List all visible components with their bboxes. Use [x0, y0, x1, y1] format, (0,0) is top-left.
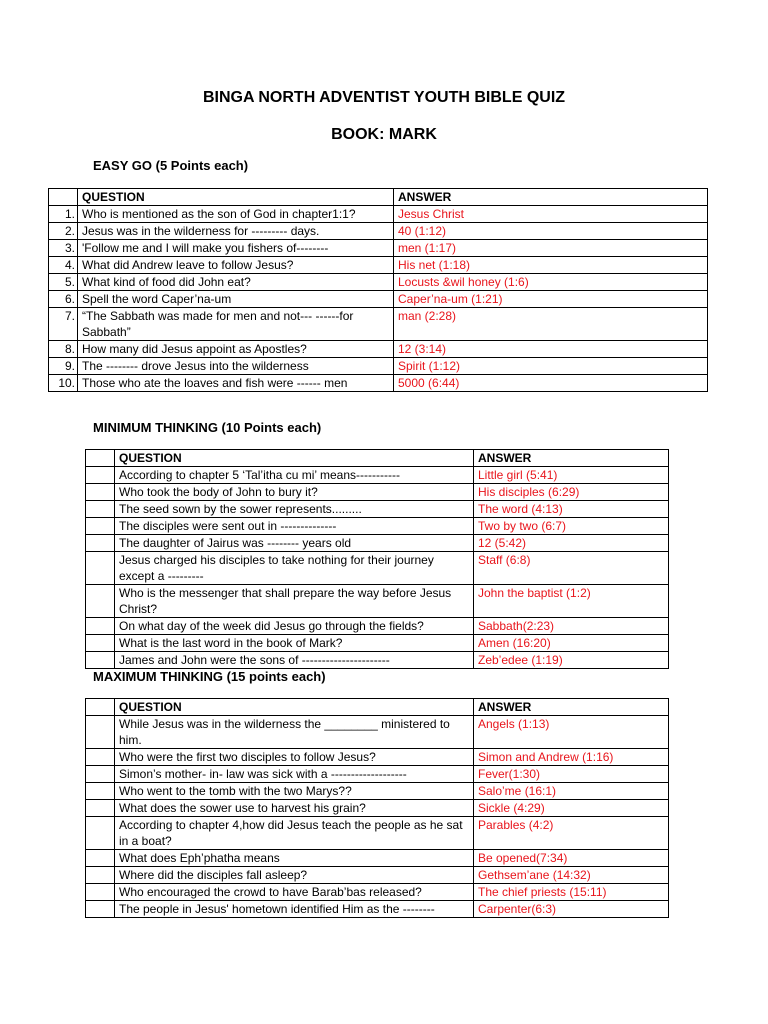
- question-number: [86, 749, 115, 766]
- question-number: [86, 652, 115, 669]
- answer-cell: Zeb’edee (1:19): [474, 652, 669, 669]
- number-header-cell: [86, 450, 115, 467]
- answer-cell: Be opened(7:34): [474, 850, 669, 867]
- question-cell: Jesus was in the wilderness for --------- days.: [78, 223, 394, 240]
- answer-cell: man (2:28): [394, 308, 708, 341]
- answer-cell: Sabbath(2:23): [474, 618, 669, 635]
- table-row: [86, 467, 669, 484]
- question-cell: What is the last word in the book of Mark?: [115, 635, 474, 652]
- answer-cell: Two by two (6:7): [474, 518, 669, 535]
- answer-cell: Salo’me (16:1): [474, 783, 669, 800]
- table-row: [49, 206, 708, 223]
- question-number: 7.: [49, 308, 78, 341]
- question-cell: “The Sabbath was made for men and not--- ------for Sabbath”: [78, 308, 394, 341]
- answer-cell: Amen (16:20): [474, 635, 669, 652]
- table-row: [86, 817, 669, 850]
- question-number: [86, 518, 115, 535]
- quiz-title: BINGA NORTH ADVENTIST YOUTH BIBLE QUIZ: [202, 89, 566, 106]
- answer-cell: Spirit (1:12): [394, 358, 708, 375]
- question-cell: On what day of the week did Jesus go through the fields?: [115, 618, 474, 635]
- question-number: [86, 635, 115, 652]
- table-row: [86, 867, 669, 884]
- question-cell: Spell the word Caper’na-um: [78, 291, 394, 308]
- question-cell: What does the sower use to harvest his grain?: [115, 800, 474, 817]
- question-number: 10.: [49, 375, 78, 392]
- question-number: [86, 817, 115, 850]
- question-cell: James and John were the sons of ----------------------: [115, 652, 474, 669]
- answer-header: ANSWER: [474, 699, 669, 716]
- question-cell: Who took the body of John to bury it?: [115, 484, 474, 501]
- question-number: [86, 800, 115, 817]
- table-row: [86, 484, 669, 501]
- question-cell: Who encouraged the crowd to have Barab’bas released?: [115, 884, 474, 901]
- question-cell: Who is the messenger that shall prepare the way before Jesus Christ?: [115, 585, 474, 618]
- section-heading-maximum: MAXIMUM THINKING (15 points each): [93, 669, 326, 684]
- table-row: [49, 375, 708, 392]
- answer-cell: 40 (1:12): [394, 223, 708, 240]
- minimum-quiz-table: [85, 449, 669, 669]
- question-number: [86, 585, 115, 618]
- question-number: [86, 501, 115, 518]
- table-row: [86, 766, 669, 783]
- table-row: [49, 358, 708, 375]
- answer-cell: Carpenter(6:3): [474, 901, 669, 918]
- table-row: [86, 652, 669, 669]
- table-row: [49, 257, 708, 274]
- question-number: [86, 884, 115, 901]
- answer-cell: 12 (3:14): [394, 341, 708, 358]
- question-number: [86, 766, 115, 783]
- maximum-quiz-table: [85, 698, 669, 918]
- answer-cell: 12 (5:42): [474, 535, 669, 552]
- answer-cell: The word (4:13): [474, 501, 669, 518]
- table-row: [86, 850, 669, 867]
- answer-header: ANSWER: [474, 450, 669, 467]
- table-row: [86, 716, 669, 749]
- table-row: [86, 884, 669, 901]
- question-number: [86, 535, 115, 552]
- question-number: 1.: [49, 206, 78, 223]
- answer-cell: Locusts &wil honey (1:6): [394, 274, 708, 291]
- question-cell: The seed sown by the sower represents.........: [115, 501, 474, 518]
- table-row: [86, 501, 669, 518]
- answer-cell: Sickle (4:29): [474, 800, 669, 817]
- table-row: [49, 274, 708, 291]
- table-row: [49, 308, 708, 341]
- question-cell: Jesus charged his disciples to take nothing for their journey except a ---------: [115, 552, 474, 585]
- question-number: [86, 783, 115, 800]
- table-row: [49, 223, 708, 240]
- answer-cell: Caper’na-um (1:21): [394, 291, 708, 308]
- question-cell: Who is mentioned as the son of God in chapter1:1?: [78, 206, 394, 223]
- answer-cell: Staff (6:8): [474, 552, 669, 585]
- question-cell: Simon’s mother- in- law was sick with a -------------------: [115, 766, 474, 783]
- question-number: [86, 484, 115, 501]
- answer-cell: Fever(1:30): [474, 766, 669, 783]
- number-header-cell: [49, 189, 78, 206]
- question-cell: The daughter of Jairus was -------- years old: [115, 535, 474, 552]
- table-row: [49, 341, 708, 358]
- question-cell: What does Eph’phatha means: [115, 850, 474, 867]
- section-heading-easy: EASY GO (5 Points each): [93, 158, 249, 173]
- answer-cell: 5000 (6:44): [394, 375, 708, 392]
- table-row: [49, 240, 708, 257]
- question-number: [86, 901, 115, 918]
- answer-cell: The chief priests (15:11): [474, 884, 669, 901]
- answer-cell: John the baptist (1:2): [474, 585, 669, 618]
- answer-cell: Angels (1:13): [474, 716, 669, 749]
- question-number: [86, 618, 115, 635]
- table-row: [49, 291, 708, 308]
- answer-cell: men (1:17): [394, 240, 708, 257]
- question-number: 8.: [49, 341, 78, 358]
- table-row: [86, 518, 669, 535]
- table-row: [86, 901, 669, 918]
- question-number: [86, 850, 115, 867]
- question-header: QUESTION: [115, 699, 474, 716]
- answer-cell: His disciples (6:29): [474, 484, 669, 501]
- question-number: [86, 716, 115, 749]
- question-cell: What kind of food did John eat?: [78, 274, 394, 291]
- question-number: 3.: [49, 240, 78, 257]
- question-number: [86, 867, 115, 884]
- section-heading-minimum: MINIMUM THINKING (10 Points each): [93, 420, 322, 435]
- question-header: QUESTION: [78, 189, 394, 206]
- table-row: [86, 635, 669, 652]
- question-number: 4.: [49, 257, 78, 274]
- table-row: [86, 535, 669, 552]
- question-cell: According to chapter 4,how did Jesus teach the people as he sat in a boat?: [115, 817, 474, 850]
- easy-quiz-table: [48, 188, 708, 392]
- question-number: 5.: [49, 274, 78, 291]
- question-cell: Who went to the tomb with the two Marys??: [115, 783, 474, 800]
- question-cell: While Jesus was in the wilderness the ________ ministered to him.: [115, 716, 474, 749]
- answer-cell: Simon and Andrew (1:16): [474, 749, 669, 766]
- question-cell: The people in Jesus' hometown identified Him as the --------: [115, 901, 474, 918]
- question-cell: Who were the first two disciples to follow Jesus?: [115, 749, 474, 766]
- answer-header: ANSWER: [394, 189, 708, 206]
- book-title: BOOK: MARK: [331, 126, 437, 143]
- question-number: 2.: [49, 223, 78, 240]
- table-row: [86, 800, 669, 817]
- answer-cell: Jesus Christ: [394, 206, 708, 223]
- question-cell: The disciples were sent out in --------------: [115, 518, 474, 535]
- question-cell: The -------- drove Jesus into the wilderness: [78, 358, 394, 375]
- answer-cell: His net (1:18): [394, 257, 708, 274]
- number-header-cell: [86, 699, 115, 716]
- question-number: [86, 467, 115, 484]
- question-cell: According to chapter 5 ‘Tal’itha cu mi’ means-----------: [115, 467, 474, 484]
- answer-cell: Parables (4:2): [474, 817, 669, 850]
- question-cell: How many did Jesus appoint as Apostles?: [78, 341, 394, 358]
- question-number: 9.: [49, 358, 78, 375]
- question-cell: What did Andrew leave to follow Jesus?: [78, 257, 394, 274]
- question-number: [86, 552, 115, 585]
- question-header: QUESTION: [115, 450, 474, 467]
- table-row: [86, 783, 669, 800]
- answer-cell: Little girl (5:41): [474, 467, 669, 484]
- table-row: [86, 585, 669, 618]
- table-row: [86, 552, 669, 585]
- table-row: [86, 749, 669, 766]
- table-row: [86, 618, 669, 635]
- question-cell: Those who ate the loaves and fish were ------ men: [78, 375, 394, 392]
- question-number: 6.: [49, 291, 78, 308]
- question-cell: 'Follow me and I will make you fishers of--------: [78, 240, 394, 257]
- question-cell: Where did the disciples fall asleep?: [115, 867, 474, 884]
- answer-cell: Gethsem’ane (14:32): [474, 867, 669, 884]
